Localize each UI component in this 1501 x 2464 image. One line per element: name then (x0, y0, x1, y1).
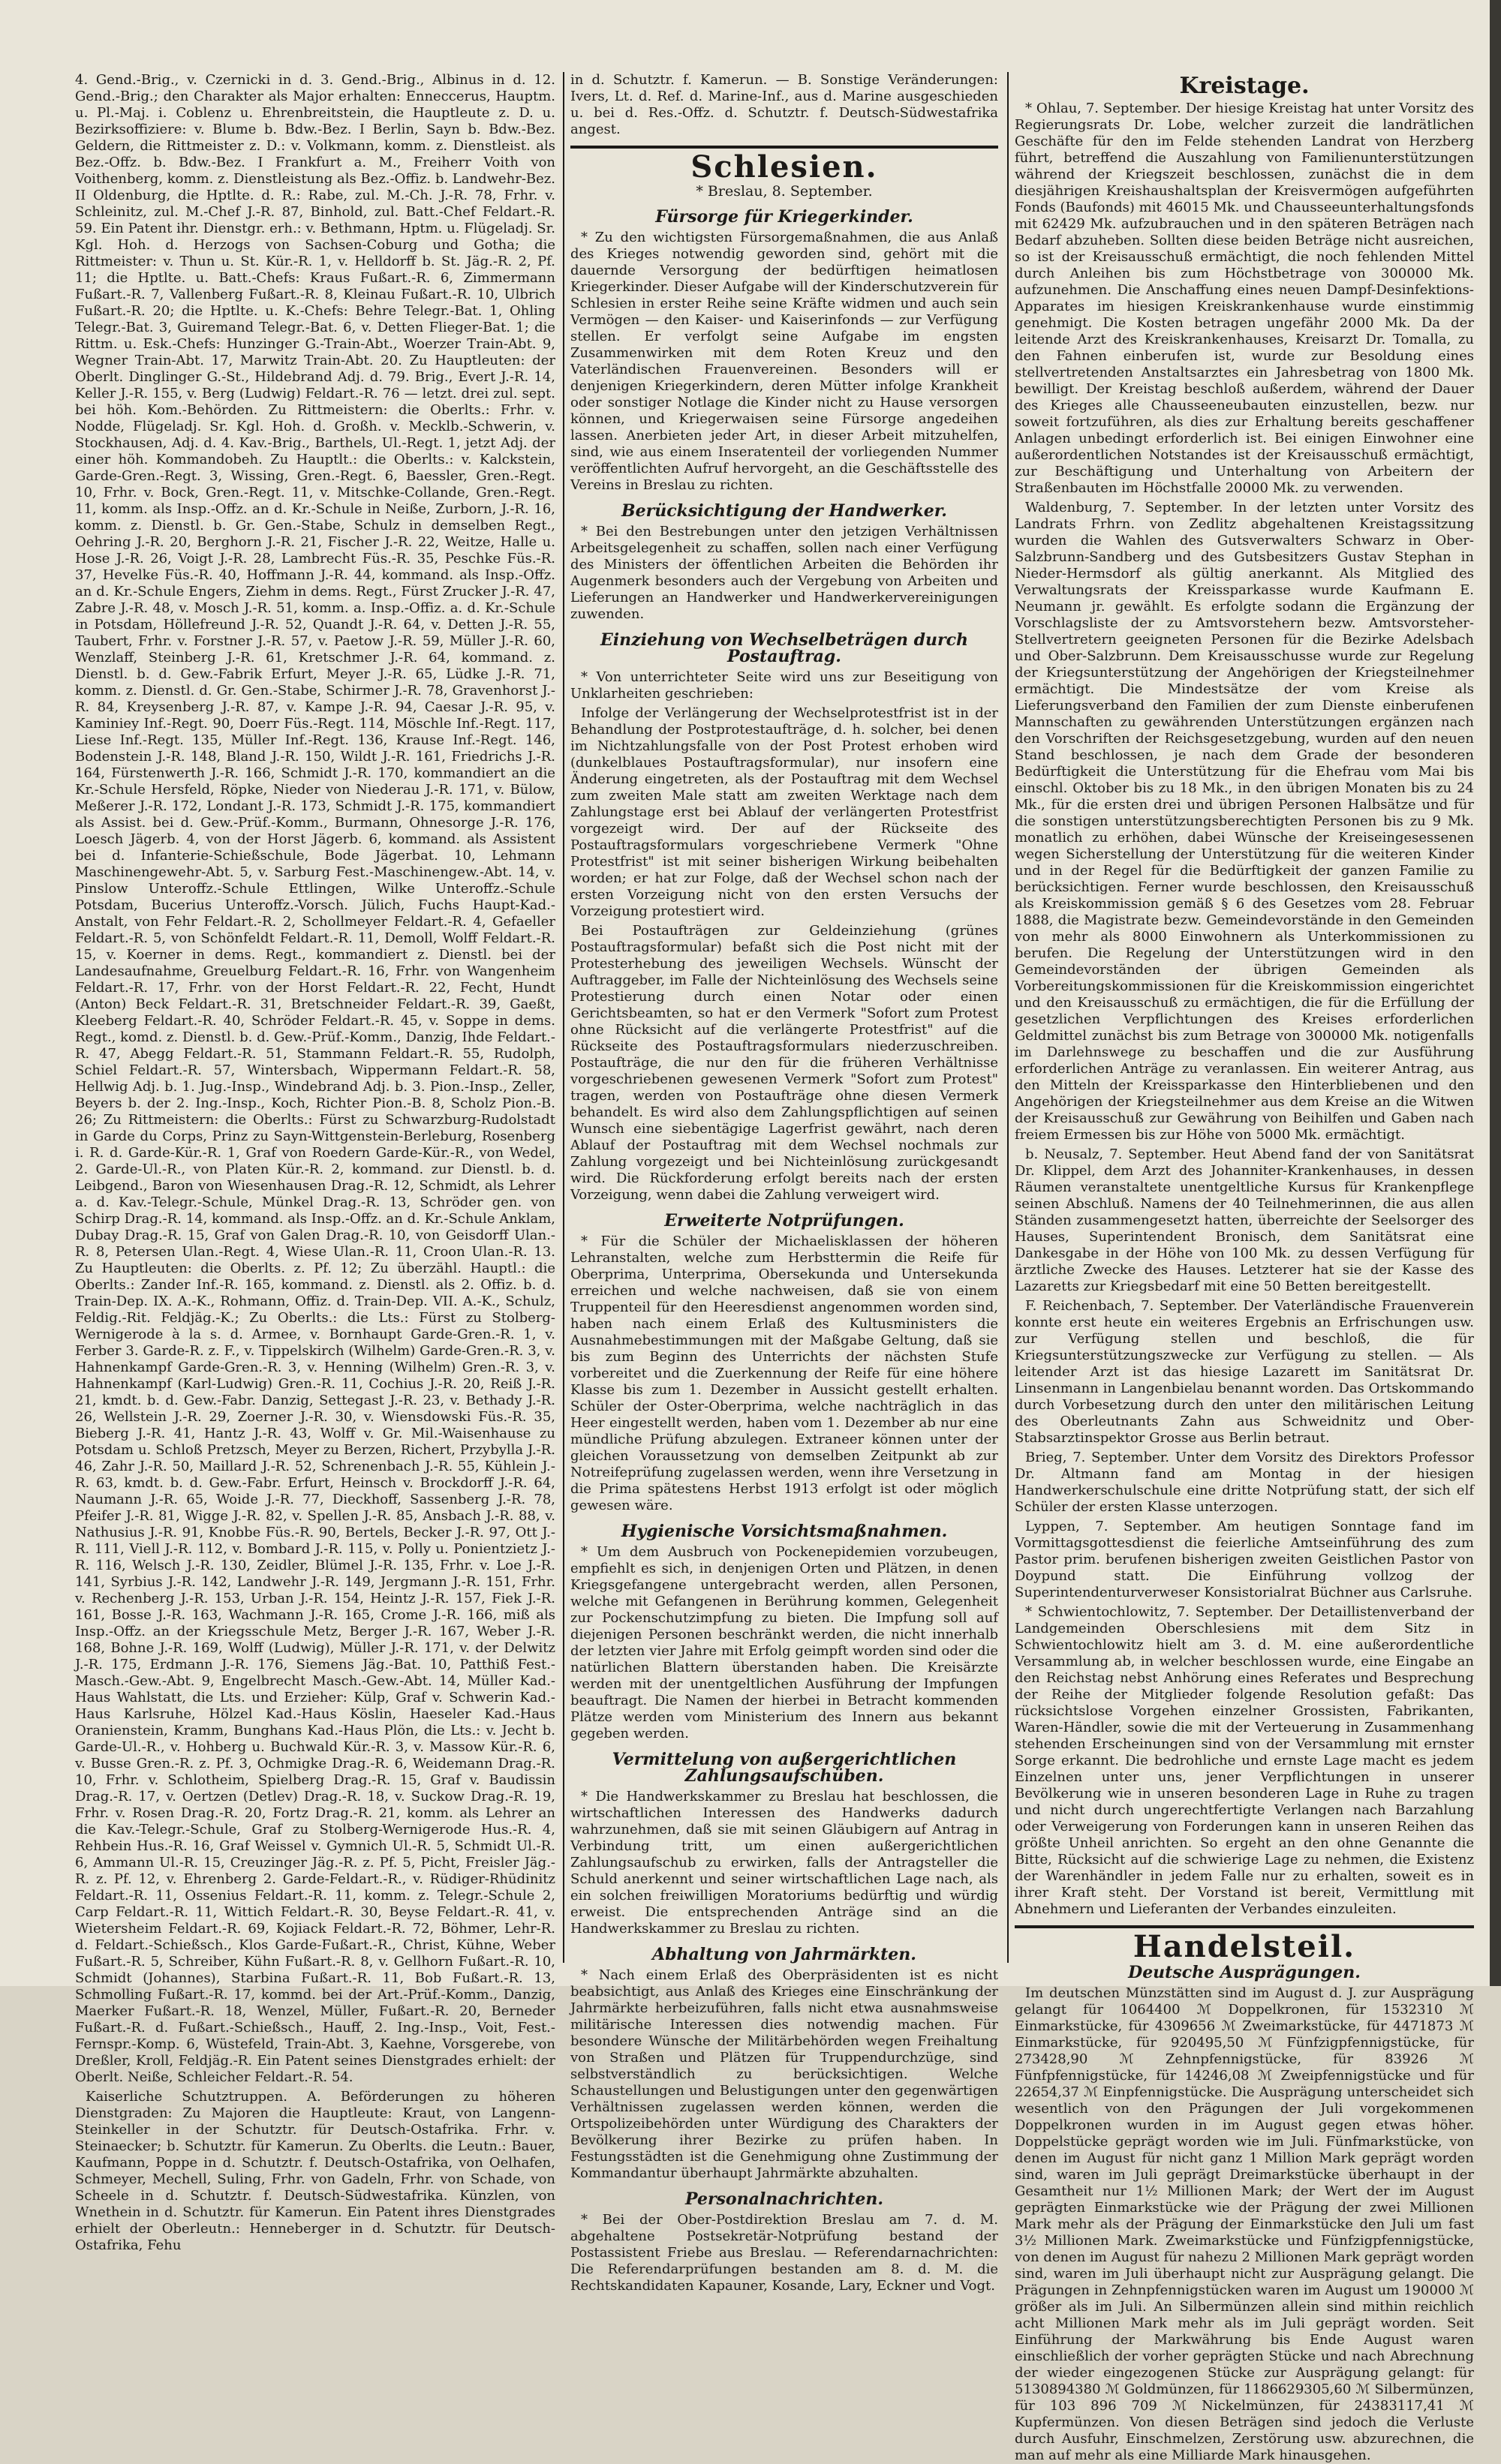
section-divider (570, 146, 998, 149)
column-left (75, 72, 556, 2253)
column-right (1015, 72, 1474, 2463)
article-text: * Zu den wichtigsten Fürsorgemaßnahmen, die aus Anlaß des Krieges notwendig geworden sind, gehört mit die dauernde Versorgung der bedürftigen heimatlosen Kriegerkinder. Dieser Aufgabe will der Kinderschutzverein für Schlesien in erster Reihe seine Kräfte widmen und auch sein Vermögen — den Kaiser- und Kaiserinfonds — zur Verfügung stellen. Er verfolgt seine Aufgabe im engsten Zusammenwirken mit dem Roten Kreuz und den Vaterländischen Frauenvereinen. Besonders will er denjenigen Kriegerkindern, deren Mütter infolge Krankheit oder sonstiger Notlage die Kinder nicht zu Hause versorgen können, und Kriegerwaisen seine Fürsorge angedeihen lassen. Anerbieten jeder Art, in dieser Arbeit mitzuhelfen, sind, wie aus einem Inseratenteil der vorliegenden Nummer veröffentlichten Aufruf hervorgeht, an die Geschäftsstelle des Vereins in Breslau zu richten. (570, 230, 998, 493)
article-title: Deutsche Ausprägungen. (1128, 1963, 1361, 1982)
article-text: Im deutschen Münzstätten sind im August d. J. zur Ausprägung gelangt für 1064400 ℳ Doppelkronen, für 1532310 ℳ Einmarkstücke, für 4309656 ℳ Zweimarkstücke, für 4471873 ℳ Einmarkstücke, für 920495,50 ℳ Fünfzigpfennigstücke, für 273428,90 ℳ Zehnpfennigstücke, für 83926 ℳ Fünfpfennigstücke, für 14246,08 ℳ Zweipfennigstücke und für 22654,37 ℳ Einpfennigstücke. Die Ausprägung unterscheidet sich wesentlich von den Prägungen der Juli vorgekommenen Doppelkronen wurden in im August gegen etwas höher. Doppelstücke geprägt worden wie im Juli. Fünfmarkstücke, von denen im August für nicht ganz 1 Million Mark geprägt worden sind, waren im Juli geprägt Dreimarkstücke überhaupt in der Gesamtheit nur 1½ Millionen Mark; der Wert der im August geprägten Einmarkstücke wie der Prägung der zwei Millionen Mark mehr als der Prägung der Einmarkstücke den Juli um fast 3½ Millionen Mark. Zweimarkstücke und Fünfzigpfennigstücke, von denen im August für nahezu 2 Millionen Mark geprägt worden sind, waren im Juli überhaupt nicht zur Ausprägung gelangt. Die Prägungen in Zehnpfennigstücken waren im August um 190000 ℳ größer als im Juli. An Silbermünzen allein sind mithin reichlich acht Millionen Mark mehr als im Juli geprägt worden. Seit Einführung der Markwährung bis Ende August waren einschließlich der vorher geprägten Stücke und nach Abrechnung der wieder eingezogenen Stücke zur Ausprägung gelangt: für 5130894380 ℳ Goldmünzen, für 1186629305,60 ℳ Silbermünzen, für 103 896 709 ℳ Nickelmünzen, für 24383117,41 ℳ Kupfermünzen. Von diesen Beträgen sind jedoch die Verluste durch Ausfuhr, Einschmelzen, Zerstörung usw. abzurechnen, die man auf mehr als eine Milliarde Mark hinausgehen. (1015, 1985, 1474, 2463)
report-waldenburg: Waldenburg, 7. September. In der letzten unter Vorsitz des Landrats Frhrn. von Zedlitz abgehaltenen Kreistagssitzung wurden die Wahlen des Gutsverwalters Schwarz in Ober-Salzbrunn-Sandberg und des Gutsbesitzers Gustav Stephan in Nieder-Hermsdorf als gültig anerkannt. Als Mitglied des Verwaltungsrats der Kreissparkasse wurde Kaufmann E. Neumann jr. gewählt. Es erfolgte sodann die Ergänzung der Vorschlagsliste der zu Amtsvorstehern bezw. Amtsvorsteher-Stellvertretern geeigneten Personen für die Bezirke Adelsbach und Ober-Salzbrunn. Dem Kreisausschusse wurde zur Regelung der Kriegsunterstützung der Angehörigen der Kriegsteilnehmer ermächtigt. Die Mindestsätze der vom Kreise als Lieferungsverband den Familien der zum Dienste einberufenen Mannschaften zu gewährenden Unterstützungen ergänzen nach den Vorschriften der Reichsgesetzgebung, wurden auf den neuen Stand beschlossen, je nach dem Grade der besonderen Bedürftigkeit die Unterstützung für die Ehefrau vom Mai bis einschl. Oktober bis zu 18 Mk., in den übrigen Monaten bis zu 24 Mk., für die ersten drei und übrigen Personen Halbsätze und für die sonstigen unterstützungsberechtigten Personen bis zu 9 Mk. monatlich zu erhöhen, dabei Wünsche der Kreiseingesessenen wegen Sicherstellung der Unterstützung für die weiteren Kinder und in der Regel für die Bedürftigkeit der ganzen Familie zu berücksichtigen. Ferner wurde beschlossen, den Kreisausschuß als Kreiskommission gemäß § 6 des Gesetzes vom 28. Februar 1888, die Magistrate bezw. Gemeindevorstände in den Gemeinden von mehr als 8000 Einwohnern als Unterkommissionen zu berufen. Die Regelung der Unterstützungen wird in den Gemeindevorständen der übrigen Gemeinden als Vorbereitungskommissionen für die Kreiskommission eingerichtet und den Kreisausschuß zu ermächtigen, die für die Erfüllung der gesetzlichen Verpflichtungen des Kreises erforderlichen Geldmittel zunächst bis zum Betrage von 300000 Mk. notigenfalls im Darlehnswege zu beschaffen und die zur Ausführung erforderlichen Anträge zu veranlassen. Ein weiterer Antrag, aus den Mitteln der Kreissparkasse den Hinterbliebenen und den Angehörigen der Kriegsteilnehmer aus dem Kreise an die Witwen der Kreisausschuß zur Gewährung von Beihilfen und Gaben nach freiem Ermessen bis zur Höhe von 5000 Mk. ermächtigt. (1015, 500, 1474, 1143)
report-lyppen: Lyppen, 7. September. Am heutigen Sonntage fand im Vormittagsgottesdienst die feierliche Amtseinführung des zum Pastor prim. berufenen bisherigen zweiten Geistlichen Pastor von Doypund statt. Die Einführung vollzog der Superintendenturverweser Konsistorialrat Büchner aus Carlsruhe. (1015, 1519, 1474, 1600)
continued-fragment: in d. Schutztr. f. Kamerun. — B. Sonstige Veränderungen: Ivers, Lt. d. Ref. d. Marine-Inf., aus d. Marine ausgeschieden u. bei d. Res.-Offz. d. Schutztr. f. Deutsch-Südwestafrika angest. (570, 72, 998, 137)
article-title: Personalnachrichten. (685, 2189, 883, 2209)
section-title-schlesien: Schlesien. (690, 149, 878, 185)
article-title: Einziehung von Wechselbeträgen durch Postauftrag. (600, 630, 968, 666)
page-edge (1490, 0, 1501, 1986)
report-reichenbach: F. Reichenbach, 7. September. Der Vaterländische Frauenverein konnte erst heute ein weiteres Ergebnis an Erfrischungen usw. zur Verfügung stellen und beschloß, die für Kriegsunterstützungszwecke zur Verfügung zu stellen. — Als leitender Arzt ist das hiesige Lazarett im Sanitätsrat Dr. Linsenmann in Langenbielau benannt worden. Das Ortskommando durch Vorbesetzung durch den unter den militärischen Leitung des Oberleutnants Zahn aus Schweidnitz und Ober-Stabsarztinspektor Grosse aus Berlin betraut. (1015, 1298, 1474, 1446)
article-title: Fürsorge für Kriegerkinder. (655, 207, 913, 227)
promotions-list: 4. Gend.-Brig., v. Czernicki in d. 3. Gend.-Brig., Albinus in d. 12. Gend.-Brig.; den Charakter als Major erhalten: Enneccerus, Hauptm. u. Pl.-Maj. i. Coblenz u. Ehrenbreitstein, die Hauptleute z. D. u. Bezirksoffiziere: v. Blume b. Bdw.-Bez. I Berlin, Sayn b. Bdw.-Bez. Geldern, die Rittmeister z. D.: v. Volkmann, komm. z. Dienstleist. als Bez.-Offz. b. Bdw.-Bez. I Frankfurt a. M., Freiherr Voith von Voithenberg, komm. z. Dienstleistung als Bez.-Offiz. b. Landwehr-Bez. II Oldenburg, die Hptlte. d. R.: Rabe, zul. M.-Ch. J.-R. 78, Frhr. v. Schleinitz, zul. M.-Chef J.-R. 87, Binhold, zul. Batt.-Chef Feldart.-R. 59. Ein Patent ihr. Dienstgr. erh.: v. Bethmann, Hptm. u. Flügeladj. Sr. Kgl. Hoh. d. Herzogs von Sachsen-Coburg und Gotha; die Rittmeister: v. Thun u. St. Kür.-R. 1, v. Helldorff b. St. Jäg.-R. 2, Pf. 11; die Hptlte. u. Batt.-Chefs: Kraus Fußart.-R. 6, Zimmermann Fußart.-R. 7, Vallenberg Fußart.-R. 8, Kleinau Fußart.-R. 10, Ulbrich Fußart.-R. 20; die Hptlte. u. K.-Chefs: Behre Telegr.-Bat. 1, Ohling Telegr.-Bat. 3, Guiremand Telegr.-Bat. 6, v. Detten Flieger-Bat. 1; die Rittm. u. Esk.-Chefs: Hunzinger G.-Train-Abt., Woerzer Train-Abt. 9, Wegner Train-Abt. 17, Marwitz Train-Abt. 20. Zu Hauptleuten: der Oberlt. Dinglinger G.-St., Hildebrand Adj. d. 79. Brig., Evert J.-R. 14, Keller J.-R. 155, v. Berg (Ludwig) Feldart.-R. 76 — letzt. drei zul. sept. bei höh. Kom.-Behörden. Zu Rittmeistern: die Oberlts.: Frhr. v. Nodde, Flügeladj. Sr. Kgl. Hoh. d. Großh. v. Mecklb.-Schwerin, v. Stockhausen, Adj. d. 4. Kav.-Brig., Barthels, Ul.-Regt. 1, jetzt Adj. der einer höh. Kommandobeh. Zu Hauptlt.: die Oberlts.: v. Kalckstein, Garde-Gren.-Regt. 3, Wissing, Gren.-Regt. 6, Baessler, Gren.-Regt. 10, Frhr. v. Bock, Gren.-Regt. 11, v. Mitschke-Collande, Gren.-Regt. 11, komm. als Insp.-Offz. an d. Kr.-Schule in Neiße, Zurborn, J.-R. 16, komm. z. Dienstl. b. Gr. Gen.-Stabe, Schulz in demselben Regt., Oehring J.-R. 20, Berghorn J.-R. 21, Fischer J.-R. 22, Weitze, Halle u. Hose J.-R. 26, Voigt J.-R. 28, Lambrecht Füs.-R. 35, Peschke Füs.-R. 37, Hevelke Füs.-R. 40, Hoffmann J.-R. 44, kommand. als Insp.-Offz. an d. Kr.-Schule Engers, Ziehm in dems. Regt., Fürst Zrucker J.-R. 47, Zabre J.-R. 48, v. Mosch J.-R. 51, komm. a. Insp.-Offiz. a. d. Kr.-Schule in Potsdam, Höllefreund J.-R. 52, Quandt J.-R. 64, v. Detten J.-R. 55, Taubert, Frhr. v. Forstner J.-R. 57, v. Paetow J.-R. 59, Müller J.-R. 60, Wenzlaff, Steinberg J.-R. 61, Kretschmer J.-R. 64, kommand. z. Dienstl. b. d. Gew.-Fabrik Erfurt, Meyer J.-R. 65, Lüdke J.-R. 71, komm. z. Dienstl. d. Gr. Gen.-Stabe, Schirmer J.-R. 78, Gravenhorst J.-R. 84, Kreysenberg J.-R. 87, v. Kampe J.-R. 94, Caesar J.-R. 95, v. Kaminiey Inf.-Regt. 90, Doerr Füs.-Regt. 114, Möschle Inf.-Regt. 117, Liese Inf.-Regt. 135, Müller Inf.-Regt. 136, Krause Inf.-Regt. 146, Bodenstein J.-R. 148, Bland J.-R. 150, Wildt J.-R. 161, Friedrichs J.-R. 164, Fürstenwerth J.-R. 166, Schmidt J.-R. 170, kommandiert an die Kr.-Schule Hersfeld, Röpke, Nieder von Niederau J.-R. 171, v. Bülow, Meßerer J.-R. 172, Londant J.-R. 173, Schmidt J.-R. 175, kommandiert als Assist. bei d. Gew.-Prüf.-Komm., Burmann, Ohnesorge J.-R. 176, Loesch Jägerb. 4, von der Horst Jägerb. 6, kommand. als Assistent bei d. Infanterie-Schießschule, Bode Jägerbat. 10, Lehmann Maschinengewehr-Abt. 5, v. Sarburg Fest.-Maschinengew.-Abt. 14, v. Pinslow Unteroffz.-Schule Ettlingen, Wilke Unteroffz.-Schule Potsdam, Bucerius Unteroffz.-Vorsch. Jülich, Fuchs Haupt-Kad.-Anstalt, von Fehr Feldart.-R. 2, Schollmeyer Feldart.-R. 4, Gefaeller Feldart.-R. 5, von Schönfeldt Feldart.-R. 11, Demoll, Wolff Feldart.-R. 15, v. Koerner in dems. Regt., kommandiert z. Dienstl. bei der Landesaufnahme, Greuelburg Feldart.-R. 16, Frhr. von Wangenheim Feldart.-R. 17, Frhr. von der Horst Feldart.-R. 22, Fecht, Hundt (Anton) Beck Feldart.-R. 31, Bretschneider Feldart.-R. 39, Gaeßt, Kleeberg Feldart.-R. 40, Schröder Feldart.-R. 45, v. Soppe in dems. Regt., komd. z. Dienstl. b. d. Gew.-Prüf.-Komm., Danzig, Ihde Feldart.-R. 47, Abegg Feldart.-R. 51, Stammann Feldart.-R. 55, Rudolph, Schiel Feldart.-R. 57, Wintersbach, Wippermann Feldart.-R. 58, Hellwig Adj. b. 1. Jug.-Insp., Windebrand Adj. b. 3. Pion.-Insp., Zeller, Beyers b. der 2. Ing.-Insp., Koch, Richter Pion.-B. 8, Scholz Pion.-B. 26; Zu Rittmeistern: die Oberlts.: Fürst zu Schwarzburg-Rudolstadt in Garde du Corps, Prinz zu Sayn-Wittgenstein-Berleburg, Rosenberg i. R. d. Garde-Kür.-R. 1, Graf von Roedern Garde-Kür.-R., von Wedel, 2. Garde-Ul.-R., von Platen Kür.-R. 2, kommand. zur Dienstl. b. d. Leibgend., Baron von Wiesenhausen Drag.-R. 12, Schmidt, als Lehrer a. d. Kav.-Telegr.-Schule, Münkel Drag.-R. 13, Schröder gen. von Schirp Drag.-R. 14, kommand. als Insp.-Offz. an d. Kr.-Schule Anklam, Dubay Drag.-R. 15, Graf von Galen Drag.-R. 10, von Geisdorff Ulan.-R. 8, Petersen Ulan.-Regt. 4, Wiese Ulan.-R. 11, Croon Ulan.-R. 13. Zu Hauptleuten: die Oberlts. z. Pf. 12; Zu überzähl. Hauptl.: die Oberlts.: Zander Inf.-R. 165, kommand. z. Dienstl. als 2. Offiz. b. d. Train-Dep. IX. A.-K., Rohmann, Offiz. d. Train-Dep. VII. A.-K., Schulz, Feldig.-Rit. Feldjäg.-K.; Zu Oberlts.: die Lts.: Fürst zu Stolberg-Wernigerode à la s. d. Armee, v. Bornhaupt Garde-Gren.-R. 1, v. Ferber 3. Garde-R. z. F., v. Tippelskirch (Wilhelm) Garde-Gren.-R. 3, v. Hahnenkampf Garde-Gren.-R. 3, v. Henning (Wilhelm) Gren.-R. 3, v. Hahnenkampf (Karl-Ludwig) Gren.-R. 11, Cochius J.-R. 20, Reiß J.-R. 21, kmdt. b. d. Gew.-Fabr. Danzig, Settegast J.-R. 23, v. Bethady J.-R. 26, Wellstein J.-R. 29, Zoerner J.-R. 30, v. Wiensdowski Füs.-R. 35, Bieberg J.-R. 41, Hantz J.-R. 43, Wolff v. Gr. Mil.-Waisenhause zu Potsdam u. Schloß Pretzsch, Meyer zu Berzen, Richert, Przybylla J.-R. 46, Zahr J.-R. 50, Maillard J.-R. 52, Schrenenbach J.-R. 55, Kühlein J.-R. 63, kmdt. b. d. Gew.-Fabr. Erfurt, Heinsch v. Brockdorff J.-R. 64, Naumann J.-R. 65, Woide J.-R. 77, Dieckhoff, Sassenberg J.-R. 78, Pfeifer J.-R. 81, Wigge J.-R. 82, v. Spellen J.-R. 85, Ansbach J.-R. 88, v. Nathusius J.-R. 91, Knobbe Füs.-R. 90, Bertels, Becker J.-R. 97, Ott J.-R. 111, Viell J.-R. 112, v. Bombard J.-R. 115, v. Polly u. Ponientzietz J.-R. 116, Welsch J.-R. 130, Zeidler, Blümel J.-R. 135, Frhr. v. Loe J.-R. 141, Syrbius J.-R. 142, Landwehr J.-R. 149, Jergmann J.-R. 151, Frhr. v. Rechenberg J.-R. 153, Urban J.-R. 154, Heintz J.-R. 157, Fiek J.-R. 161, Bosse J.-R. 163, Wachmann J.-R. 165, Crome J.-R. 166, miß als Insp.-Offz. an der Kriegsschule Metz, Berger J.-R. 167, Weber J.-R. 168, Bohne J.-R. 169, Wolff (Ludwig), Müller J.-R. 171, v. der Delwitz J.-R. 175, Erdmann J.-R. 176, Siemens Jäg.-Bat. 10, Patthiß Fest.-Masch.-Gew.-Abt. 9, Engelbrecht Masch.-Gew.-Abt. 14, Müller Kad.-Haus Wahlstatt, die Lts. und Erzieher: Külp, Graf v. Schwerin Kad.-Haus Karlsruhe, Hölzel Kad.-Haus Köslin, Haeseler Kad.-Haus Oranienstein, Kramm, Bunghans Kad.-Haus Plön, die Lts.: v. Jecht b. Garde-Ul.-R., v. Hohberg u. Buchwald Kür.-R. 3, v. Massow Kür.-R. 6, v. Busse Gren.-R. z. Pf. 3, Ochmigke Drag.-R. 6, Weidemann Drag.-R. 10, Frhr. v. Schlotheim, Spielberg Drag.-R. 15, Graf v. Baudissin Drag.-R. 17, v. Oertzen (Detlev) Drag.-R. 18, v. Suckow Drag.-R. 19, Frhr. v. Rosen Drag.-R. 20, Fortz Drag.-R. 21, komm. als Lehrer an die Kav.-Telegr.-Schule, Graf zu Stolberg-Wernigerode Hus.-R. 4, Rehbein Hus.-R. 16, Graf Weissel v. Gymnich Ul.-R. 5, Schmidt Ul.-R. 6, Ammann Ul.-R. 15, Creuzinger Jäg.-R. z. Pf. 5, Picht, Freisler Jäg.-R. z. Pf. 12, v. Ehrenberg 2. Garde-Feldart.-R., v. Rüdiger-Rhüdinitz Feldart.-R. 11, Ossenius Feldart.-R. 11, komm. z. Telegr.-Schule 2, Carp Feldart.-R. 11, Wittich Feldart.-R. 30, Beyse Feldart.-R. 41, v. Wietersheim Feldart.-R. 69, Kojiack Feldart.-R. 72, Böhmer, Lehr-R. d. Feldart.-Schießsch., Klos Garde-Fußart.-R., Christ, Kühne, Weber Fußart.-R. 5, Schreiber, Kühn Fußart.-R. 8, v. Gellhorn Fußart.-R. 10, Schmidt (Johannes), Starbina Fußart.-R. 11, Bob Fußart.-R. 13, Schmolling Fußart.-R. 17, kommd. bei der Art.-Prüf.-Komm., Danzig, Maerker Fußart.-R. 18, Wenzel, Müller, Fußart.-R. 20, Berneder Fußart.-R. d. Fußart.-Schießsch., Hauff, 2. Ing.-Insp., Voit, Fest.-Fernspr.-Komp. 6, Wüstefeld, Train-Abt. 3, Kaehne, Vorsgerebe, von Dreßler, Kroll, Feldjäg.-R. Ein Patent seines Dienstgrades erhielt: der Oberlt. Neiße, Schleicher Feldart.-R. 54. (75, 72, 556, 2085)
article-text: * Bei den Bestrebungen unter den jetzigen Verhältnissen Arbeitsgelegenheit zu schaffen, sollen nach einer Verfügung des Ministers der öffentlichen Arbeiten die Behörden ihr Augenmerk besonders auch der Vergebung von Arbeiten und Lieferungen an Handwerker und Handwerkervereinigungen zuwenden. (570, 524, 998, 622)
column-rule (563, 72, 564, 1963)
article-title: Berücksichtigung der Handwerker. (621, 501, 947, 521)
section-divider (1015, 1925, 1474, 1928)
report-brieg: Brieg, 7. September. Unter dem Vorsitz des Direktors Professor Dr. Altmann fand am Montag in der hiesigen Handwerkerschulschule eine dritte Notprüfung statt, der sich elf Schüler der ersten Klasse unterzogen. (1015, 1450, 1474, 1515)
article-text: Bei Postaufträgen zur Geldeinziehung (grünes Postauftragsformular) befaßt sich die Post nicht mit der Protesterhebung des jeweiligen Wechsels. Wünscht der Auftraggeber, im Falle der Nichteinlösung des Wechsels seine Protestierung durch einen Notar oder einen Gerichtsbeamten, so hat er den Vermerk "Sofort zum Protest ohne Rücksicht auf die verlängerte Protestfrist" auf die Rückseite des Postauftragsformulars niederzuschreiben. Postaufträge, die nur den für die früheren Verhältnisse vorgeschriebenen gewesenen Vermerk "Sofort zum Protest" tragen, werden von Postaufträge ohne diesen Vermerk behandelt. Es wird also dem Zahlungspflichtigen auf seinen Wunsch eine siebentägige Lagerfrist gewährt, nach deren Ablauf der Postauftrag mit dem Wechsel nochmals zur Zahlung vorgezeigt und bei Nichteinlösung zurückgesandt wird. Die Rückforderung erfolgt bereits nach der ersten Vorzeigung, wenn dabei die Zahlung verweigert wird. (570, 923, 998, 1203)
article-text: Infolge der Verlängerung der Wechselprotestfrist ist in der Behandlung der Postprotestaufträge, d. h. solcher, bei denen im Nichtzahlungsfalle von der Post Protest erhoben wird (dunkelblaues Postauftragsformular), nur insofern eine Änderung eingetreten, als der Postauftrag mit dem Wechsel zum zweiten Male statt am zweiten Werktage nach dem Zahlungstage erst bei Ablauf der verlängerten Protestfrist vorgezeigt wird. Der auf der Rückseite des Postauftragsformulars vorgeschriebene Vermerk "Ohne Protestfrist" ist mit seiner bisherigen Wirkung beibehalten worden; er hat zur Folge, daß der Wechsel schon nach der ersten Vorzeigung nicht von den ersten Versuchs der Vorzeigung protestiert wird. (570, 705, 998, 919)
report-neusalz: b. Neusalz, 7. September. Heut Abend fand der von Sanitätsrat Dr. Klippel, dem Arzt des Johanniter-Krankenhauses, in dessen Räumen veranstaltete unentgeltliche Kursus für Krankenpflege seinen Abschluß. Namens der 40 Teilnehmerinnen, die aus allen Ständen zusammengesetzt hatten, überreichte der Seelsorger des Hauses, Superintendent Bronisch, dem Sanitätsrat eine Dankesgabe in der Höhe von 100 Mk. zu dessen Verfügung für ärztliche Zwecke des Hauses. Letzterer hat sie der Kasse des Lazaretts zur Kriegsbedarf mit eine 50 Betten bereitgestellt. (1015, 1146, 1474, 1294)
column-rule (1007, 72, 1009, 1963)
article-title: Abhaltung von Jahrmärkten. (652, 1945, 916, 1964)
article-text: * Bei der Ober-Postdirektion Breslau am 7. d. M. abgehaltene Postsekretär-Notprüfung bestand der Postassistent Friebe aus Breslau. — Referendarnachrichten: Die Referendarprüfungen bestanden am 8. d. M. die Rechtskandidaten Kapauner, Kosande, Lary, Eckner und Vogt. (570, 2212, 998, 2294)
column-middle (570, 72, 998, 2294)
dateline: * Breslau, 8. September. (696, 183, 873, 200)
article-text: * Die Handwerkskammer zu Breslau hat beschlossen, die wirtschaftlichen Interessen des Handwerks dadurch wahrzunehmen, daß sie mit seinen Gläubigern auf Antrag in Verbindung tritt, um einen außergerichtlichen Zahlungsaufschub zu erwirken, falls der Antragsteller die Schuld anerkennt und seiner wirtschaftlichen Lage nach, als ein solchen freiwilligen Moratoriums bedürftig und würdig erweist. Die entsprechenden Anträge sind an die Handwerkskammer zu Breslau zu richten. (570, 1789, 998, 1937)
report-ohlau: * Ohlau, 7. September. Der hiesige Kreistag hat unter Vorsitz des Regierungsrats Dr. Lobe, welcher zurzeit die landrätlichen Geschäfte für den im Felde stehenden Landrat von Herzberg führt, betreffend die Auszahlung von Familienunterstützungen während der Kriegszeit beschlossen, zunächst die in dem diesjährigen Kreishaushaltsplan der Kreisvermögen aufgeführten Fonds (Baufonds) mit 46015 Mk. und Chausseeunterhaltungsfonds mit 62429 Mk. aufzubrauchen und in den späteren Beträgen nach Bedarf abzuheben. Sollten diese beiden Beträge nicht ausreichen, so ist der Kreisausschuß ermächtigt, die noch fehlenden Mittel durch Anleihen bis zum Höchstbetrage von 300000 Mk. aufzunehmen. Die Anschaffung eines neuen Dampf-Desinfektions-Apparates im hiesigen Kreiskrankenhause wurde einstimmig genehmigt. Die Kosten betragen ungefähr 2000 Mk. Da der leitende Arzt des Kreiskrankenhauses, Kreisarzt Dr. Tomalla, zu den Fahnen einberufen ist, wurde zur Besoldung eines stellvertretenden Anstaltsarztes ein Jahresbetrag von 1800 Mk. bewilligt. Der Kreistag beschloß außerdem, während der Dauer des Krieges alle Chausseeneubauten einzustellen, bezw. nur soweit fortzuführen, als dies zur Erhaltung bereits geschaffener Anlagen unbedingt erforderlich ist. Bei einigen Einwohner eine außerordentlichen Notstandes ist der Kreisausschuß ermächtigt, zur Beschäftigung und Unterhaltung von Arbeitern der Straßenbauten im Höchstfalle 20000 Mk. zu verwenden. (1015, 101, 1474, 496)
article-text: * Nach einem Erlaß des Oberpräsidenten ist es nicht beabsichtigt, aus Anlaß des Krieges eine Einschränkung der Jahrmärkte herbeizuführen, falls nicht etwa ausnahmsweise militärische Interessen dies notwendig machen. Für besondere Wünsche der Militärbehörden wegen Freihaltung von Straßen und Plätzen für Truppendurchzüge, sind selbstverständlich zu berücksichtigen. Welche Schaustellungen und Belustigungen unter den gegenwärtigen Verhältnissen zugelassen werden können, werden die Ortspolizeibehörden unter Würdigung des Charakters der Bevölkerung ihrer Bezirke zu prüfen haben. In Festungsstädten ist die Genehmigung ohne Zustimmung der Kommandantur überhaupt Jahrmärkte abzuhalten. (570, 1967, 998, 2181)
report-schwientochlowitz: * Schwientochlowitz, 7. September. Der Detaillistenverband der Landgemeinden Oberschlesiens mit dem Sitz in Schwientochlowitz hielt am 3. d. M. eine außerordentliche Versammlung ab, in welcher beschlossen wurde, eine Eingabe an den Reichstag nebst Anhörung eines Referates und Besprechung der Reihe der Mitglieder folgende Resolution gefaßt: Das rücksichtslose Vorgehen einzelner Grossisten, Fabrikanten, Waren-Händler, sowie die mit der Verteuerung in Zusammenhang stehenden Erscheinungen sind von der Versammlung mit ernster Sorge erkannt. Die bedrohliche und ernste Lage macht es jedem Einzelnen unter uns, jener Verpflichtungen in unserer Bevölkerung wie in unseren besonderen Lage in Ruhe zu tragen und nicht durch ungerechtfertigte Verlangen nach Barzahlung oder Verweigerung von Forderungen kann in unseren Reihen das größte Unheil anrichten. So ergeht an den ohne Genannte die Bitte, Rücksicht auf die schwierige Lage zu nehmen, die Existenz der Warenhändler in jedem Falle nur zu erhalten, soweit es in ihrer Kraft steht. Der Vorstand ist bereit, Vermittlung mit Abnehmern und Lieferanten der Verbandes einzuleiten. (1015, 1604, 1474, 1917)
section-title-handelsteil: Handelsteil. (1133, 1929, 1356, 1964)
article-title: Hygienische Vorsichtsmaßnahmen. (621, 1522, 948, 1541)
colonial-troops-paragraph: Kaiserliche Schutztruppen. A. Beförderungen zu höheren Dienstgraden: Zu Majoren die Hauptleute: Kraut, von Langenn-Steinkeller in der Schutztr. für Deutsch-Ostafrika. Frhr. v. Steinaecker; b. Schutztr. für Kamerun. Zu Oberlts. die Leutn.: Bauer, Kaufmann, Poppe in d. Schutztr. f. Deutsch-Ostafrika, von Oelhafen, Schmeyer, Mechell, Suling, Frhr. von Gadeln, Frhr. von Schade, von Scheele in d. Schutztr. f. Deutsch-Südwestafrika. Künzlen, von Wnethein in d. Schutztr. für Kamerun. Ein Patent ihres Dienstgrades erhielt der Oberleutn.: Henneberger in d. Schutztr. für Deutsch-Ostafrika, Fehu (75, 2089, 555, 2253)
article-text: * Von unterrichteter Seite wird uns zur Beseitigung von Unklarheiten geschrieben: (570, 669, 998, 702)
article-text: * Um dem Ausbruch von Pockenepidemien vorzubeugen, empfiehlt es sich, in denjenigen Orten und Plätzen, in denen Kriegsgefangene untergebracht werden, allen Personen, welche mit Gefangenen in Berührung kommen, Gelegenheit zur Pockenschutzimpfung zu bieten. Die Impfung soll auf diejenigen Personen beschränkt werden, die nicht innerhalb der letzten vier Jahre mit Erfolg geimpft worden sind oder die natürlichen Blattern überstanden haben. Die Kreisärzte werden mit der unentgeltlichen Ausführung der Impfungen beauftragt. Die Namen der hierbei in Betracht kommenden Plätze werden vom Ministerium des Innern aus bekannt gegeben werden. (570, 1544, 998, 1741)
article-text: * Für die Schüler der Michaelisklassen der höheren Lehranstalten, welche zum Herbsttermin die Reife für Oberprima, Unterprima, Obersekunda und Untersekunda erreichen und welche nachweisen, daß sie von einem Truppenteil für den Heeresdienst angenommen worden sind, haben nach einem Erlaß des Kultusministers die Ausnahmebestimmungen mit der Maßgabe Geltung, daß sie bis zum Beginn des Unterrichts der nächsten Stufe vorbereitet und die Zuerkennung der Reife für eine höhere Klasse bis zum 1. Dezember in Aussicht gestellt erhalten. Schüler der Oster-Oberprima, welche nachträglich in das Heer eingestellt werden, haben vom 1. Dezember ab nur eine mündliche Prüfung abzulegen. Extraneer können unter der gleichen Voraussetzung von demselben Zeitpunkt ab zur Notreifeprüfung zugelassen werden, wenn ihre Versetzung in die Prima spätestens Herbst 1913 erfolgt ist oder möglich gewesen wäre. (570, 1234, 998, 1513)
article-title: Erweiterte Notprüfungen. (664, 1211, 904, 1230)
article-title: Vermittelung von außergerichtlichen Zahlungsaufschüben. (612, 1750, 957, 1786)
section-title-kreistage: Kreistage. (1179, 73, 1310, 99)
